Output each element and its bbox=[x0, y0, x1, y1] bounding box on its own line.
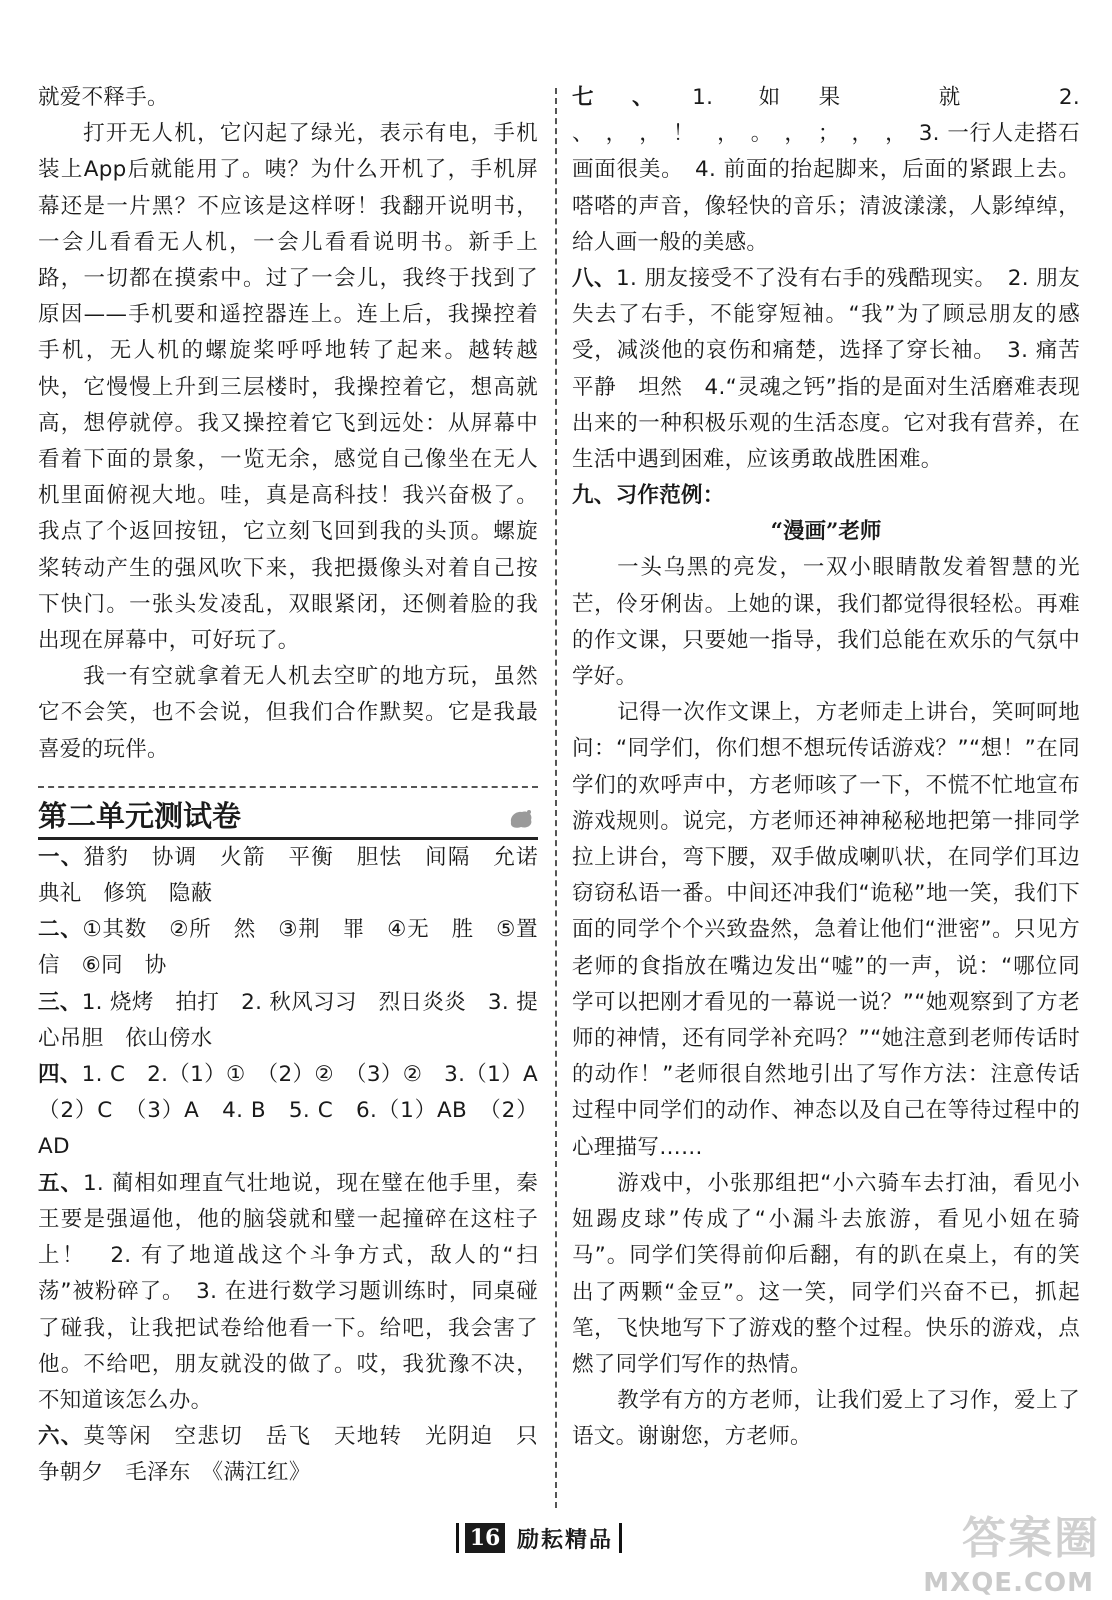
answer-number: 五、 bbox=[38, 1170, 83, 1196]
answer-block bbox=[38, 1166, 538, 1419]
answer-block bbox=[572, 261, 1102, 478]
watermark bbox=[906, 1502, 1106, 1600]
right-column bbox=[572, 80, 1102, 1456]
answer-text: 1. 蔺相如理直气壮地说，现在璧在他手里，秦王要是强逼他，他的脑袋就和璧一起撞碎在这柱子上！ 2. 有了地道战这个斗争方式，敌人的“扫荡”被粉碎了。 3. 在进行数学习题训练时，同桌碰了碰我，让我把试卷给他看一下。给吧，我会害了他。不给吧，朋友就没的做了。哎，我犹豫不决，不知道该怎么办。 bbox=[38, 1170, 538, 1413]
article-paragraph: 一头乌黑的亮发，一双小眼睛散发着智慧的光芒，伶牙俐齿。上她的课，我们都觉得很轻松。再难的作文课，只要她一指导，我们总能在欢乐的气氛中学好。 bbox=[572, 555, 1080, 690]
answer-text: 1. 如果 就 2. 、 ， ， ！ ， 。 ， ； ， ， 3. 一行人走搭石画面很美。 4. 前面的抬起脚来，后面的紧跟上去。嗒嗒的声音，像轻快的音乐；清波漾漾，人影绰绰，给人画一般的美感。 bbox=[572, 85, 1080, 255]
section-title: 第二单元测试卷 bbox=[38, 798, 242, 833]
answer-number: 四、 bbox=[38, 1062, 82, 1088]
essay-paragraph: 就爱不释手。 bbox=[38, 85, 169, 110]
answer-text: 习作范例： bbox=[615, 483, 725, 509]
essay-paragraph: 打开无人机，它闪起了绿光，表示有电，手机装上App后就能用了。咦？为什么开机了，手机屏幕还是一片黑？不应该是这样呀！我翻开说明书，一会儿看看无人机，一会儿看看说明书。新手上路，一切都在摸索中。过了一会儿，我终于找到了原因——手机要和遥控器连上。连上后，我操控着手机，无人机的螺旋桨呼呼地转了起来。越转越快，它慢慢上升到三层楼时，我操控着它，想高就高，想停就停。我又操控着它飞到远处：从屏幕中看着下面的景象，一览无余，感觉自己像坐在无人机里面俯视大地。哇，真是高科技！我兴奋极了。我点了个返回按钮，它立刻飞回到我的头顶。螺旋桨转动产生的强风吹下来，我把摄像头对着自己按下快门。一张头发凌乱，双眼紧闭，还侧着脸的我出现在屏幕中，可好玩了。 bbox=[38, 121, 538, 654]
answer-text: 猎豹 协调 火箭 平衡 胆怯 间隔 允诺 典礼 修筑 隐蔽 bbox=[38, 844, 560, 907]
answer-block bbox=[572, 478, 1080, 514]
answer-number: 一、 bbox=[38, 844, 84, 870]
answer-block bbox=[38, 840, 560, 912]
answer-block bbox=[38, 985, 538, 1057]
article-paragraph: 记得一次作文课上，方老师走上讲台，笑呵呵地问：“同学们，你们想不想玩传话游戏？”“想！”在同学们的欢呼声中，方老师咳了一下，不慌不忙地宣布游戏规则。说完，方老师还神神秘秘地把第一排同学拉上讲台，弯下腰，双手做成喇叭状，在同学们耳边窃窃私语一番。中间还冲我们“诡秘”地一笑，我们下面的同学个个兴致盎然，急着让他们“泄密”。只见方老师的食指放在嘴边发出“嘘”的一声，说：“哪位同学可以把刚才看见的一幕说一说？”“她观察到了方老师的神情，还有同学补充吗？”“她注意到老师传话时的动作！”老师很自然地引出了写作方法：注意传话过程中同学们的动作、神态以及自己在等待过程中的心理描写…… bbox=[572, 700, 1080, 1160]
answer-number: 七、 bbox=[572, 85, 693, 110]
paint-splash-icon bbox=[508, 808, 534, 830]
answer-number: 六、 bbox=[38, 1424, 84, 1450]
page-footer bbox=[456, 1520, 622, 1556]
left-column bbox=[38, 80, 560, 1492]
answer-number: 九、 bbox=[572, 483, 616, 509]
article-paragraph: 教学有方的方老师，让我们爱上了习作，爱上了语文。谢谢您，方老师。 bbox=[572, 1388, 1080, 1450]
watermark-url: MXQE.COM bbox=[923, 1568, 1094, 1598]
answer-text: 莫等闲 空悲切 岳飞 天地转 光阴迫 只争朝夕 毛泽东 《满江红》 bbox=[38, 1424, 538, 1486]
answer-number: 三、 bbox=[38, 989, 82, 1015]
watermark-logo-text: 答案圈 bbox=[962, 1513, 1100, 1564]
answer-number: 二、 bbox=[38, 917, 83, 943]
answer-number: 八、 bbox=[572, 266, 617, 292]
section-header bbox=[38, 794, 538, 840]
footer-bar-right bbox=[619, 1523, 622, 1553]
article-title: “漫画”老师 bbox=[770, 519, 882, 545]
answer-block bbox=[38, 1057, 560, 1166]
answer-block bbox=[572, 80, 1080, 261]
title-underline bbox=[38, 837, 538, 840]
answer-text: ①其数 ②所 然 ③荆 罪 ④无 胜 ⑤置信 ⑥同 协 bbox=[38, 917, 538, 979]
answer-block bbox=[38, 1419, 538, 1491]
footer-bar-left bbox=[456, 1523, 459, 1553]
answer-text: 1. C 2.（1）① （2）② （3）② 3.（1）A （2）C （3）A 4. B 5. C 6.（1）AB （2）AD bbox=[38, 1062, 560, 1160]
column-divider bbox=[555, 88, 557, 1508]
answer-block bbox=[38, 912, 538, 984]
answer-text: 1. 烧烤 拍打 2. 秋风习习 烈日炎炎 3. 提心吊胆 依山傍水 bbox=[38, 989, 538, 1051]
page-number: 16 bbox=[465, 1523, 505, 1553]
article-paragraph: 游戏中，小张那组把“小六骑车去打油，看见小妞踢皮球”传成了“小漏斗去旅游，看见小妞在骑马”。同学们笑得前仰后翻，有的趴在桌上，有的笑出了两颗“金豆”。这一笑，同学们兴奋不已，抓起笔，飞快地写下了游戏的整个过程。快乐的游戏，点燃了同学们写作的热情。 bbox=[572, 1170, 1080, 1377]
essay-paragraph: 我一有空就拿着无人机去空旷的地方玩，虽然它不会笑，也不会说，但我们合作默契。它是我最喜爱的玩伴。 bbox=[38, 664, 538, 762]
answer-text: 1. 朋友接受不了没有右手的残酷现实。 2. 朋友失去了右手，不能穿短袖。“我”为了顾忌朋友的感受，减淡他的哀伤和痛楚，选择了穿长袖。 3. 痛苦 平静 坦然 4.“灵魂之钙”指的是面对生活磨难表现出来的一种积极乐观的生活态度。它对我有营养，在生活中遇到困难，应该勇敢战胜困难。 bbox=[572, 266, 1102, 473]
brand-name: 励耘精品 bbox=[517, 1526, 614, 1553]
section-divider bbox=[38, 786, 538, 788]
